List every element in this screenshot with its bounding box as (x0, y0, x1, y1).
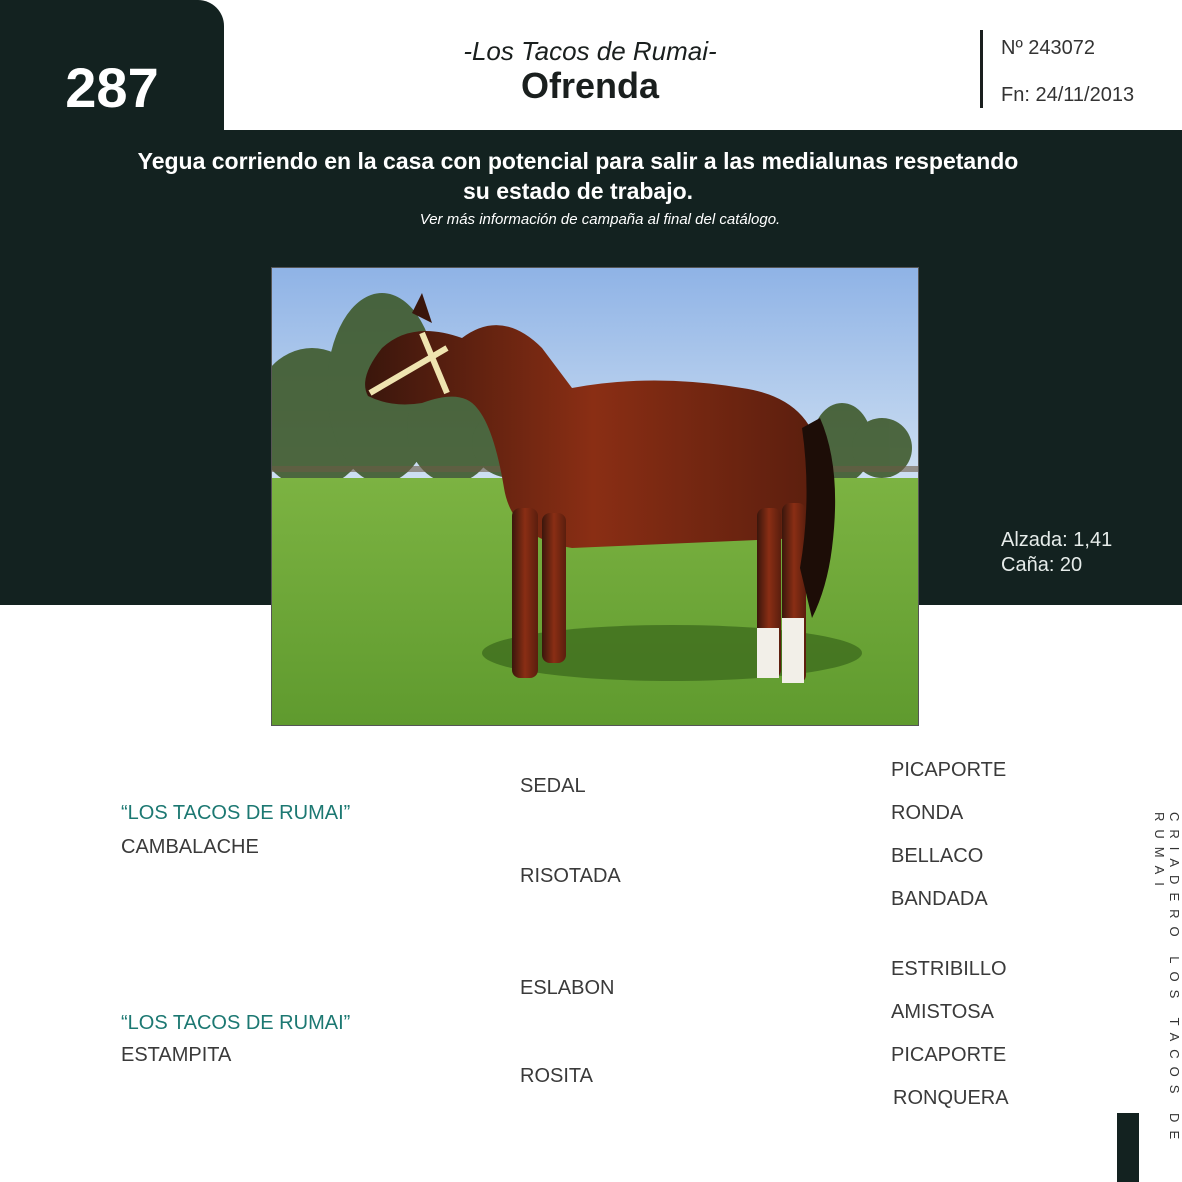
criadero-sidebar-text: CRIADERO LOS TACOS DE RUMAI (1152, 812, 1182, 1148)
horse-name: Ofrenda (520, 65, 660, 106)
cana-measure: Caña: 20 (1001, 554, 1083, 576)
horse-description (100, 146, 1056, 206)
sire-breeder: “LOS TACOS DE RUMAI” (121, 802, 351, 824)
lot-number: 287 (65, 56, 159, 119)
description-line-1: Yegua corriendo en la casa con potencial para salir a las medialunas respetando (137, 148, 1019, 174)
grandparent-2: RISOTADA (520, 865, 621, 887)
sire-name: CAMBALACHE (121, 836, 259, 858)
breeder-title: -Los Tacos de Rumai- (463, 36, 717, 66)
header-divider (980, 30, 983, 108)
alzada-measure: Alzada: 1,41 (1001, 529, 1113, 551)
great-grandparent-3: BELLACO (891, 845, 984, 867)
great-grandparent-4: BANDADA (891, 888, 988, 910)
grandparent-1: SEDAL (520, 775, 586, 797)
dam-name: ESTAMPITA (121, 1044, 232, 1066)
great-grandparent-7: PICAPORTE (891, 1044, 1007, 1066)
great-grandparent-1: PICAPORTE (891, 759, 1007, 781)
registration-number: Nº 243072 (1001, 37, 1096, 59)
campaign-note: Ver más información de campaña al final del catálogo. (419, 211, 781, 228)
great-grandparent-2: RONDA (891, 802, 964, 824)
great-grandparent-8: RONQUERA (893, 1087, 1009, 1109)
grandparent-4: ROSITA (520, 1065, 593, 1087)
great-grandparent-6: AMISTOSA (891, 1001, 994, 1023)
grandparent-3: ESLABON (520, 977, 615, 999)
description-line-2: su estado de trabajo. (462, 178, 694, 204)
sidebar-accent-bar (1117, 1113, 1139, 1182)
horse-photo (271, 267, 919, 726)
birth-date: Fn: 24/11/2013 (1001, 84, 1135, 106)
great-grandparent-5: ESTRIBILLO (891, 958, 1007, 980)
dam-breeder: “LOS TACOS DE RUMAI” (121, 1012, 351, 1034)
